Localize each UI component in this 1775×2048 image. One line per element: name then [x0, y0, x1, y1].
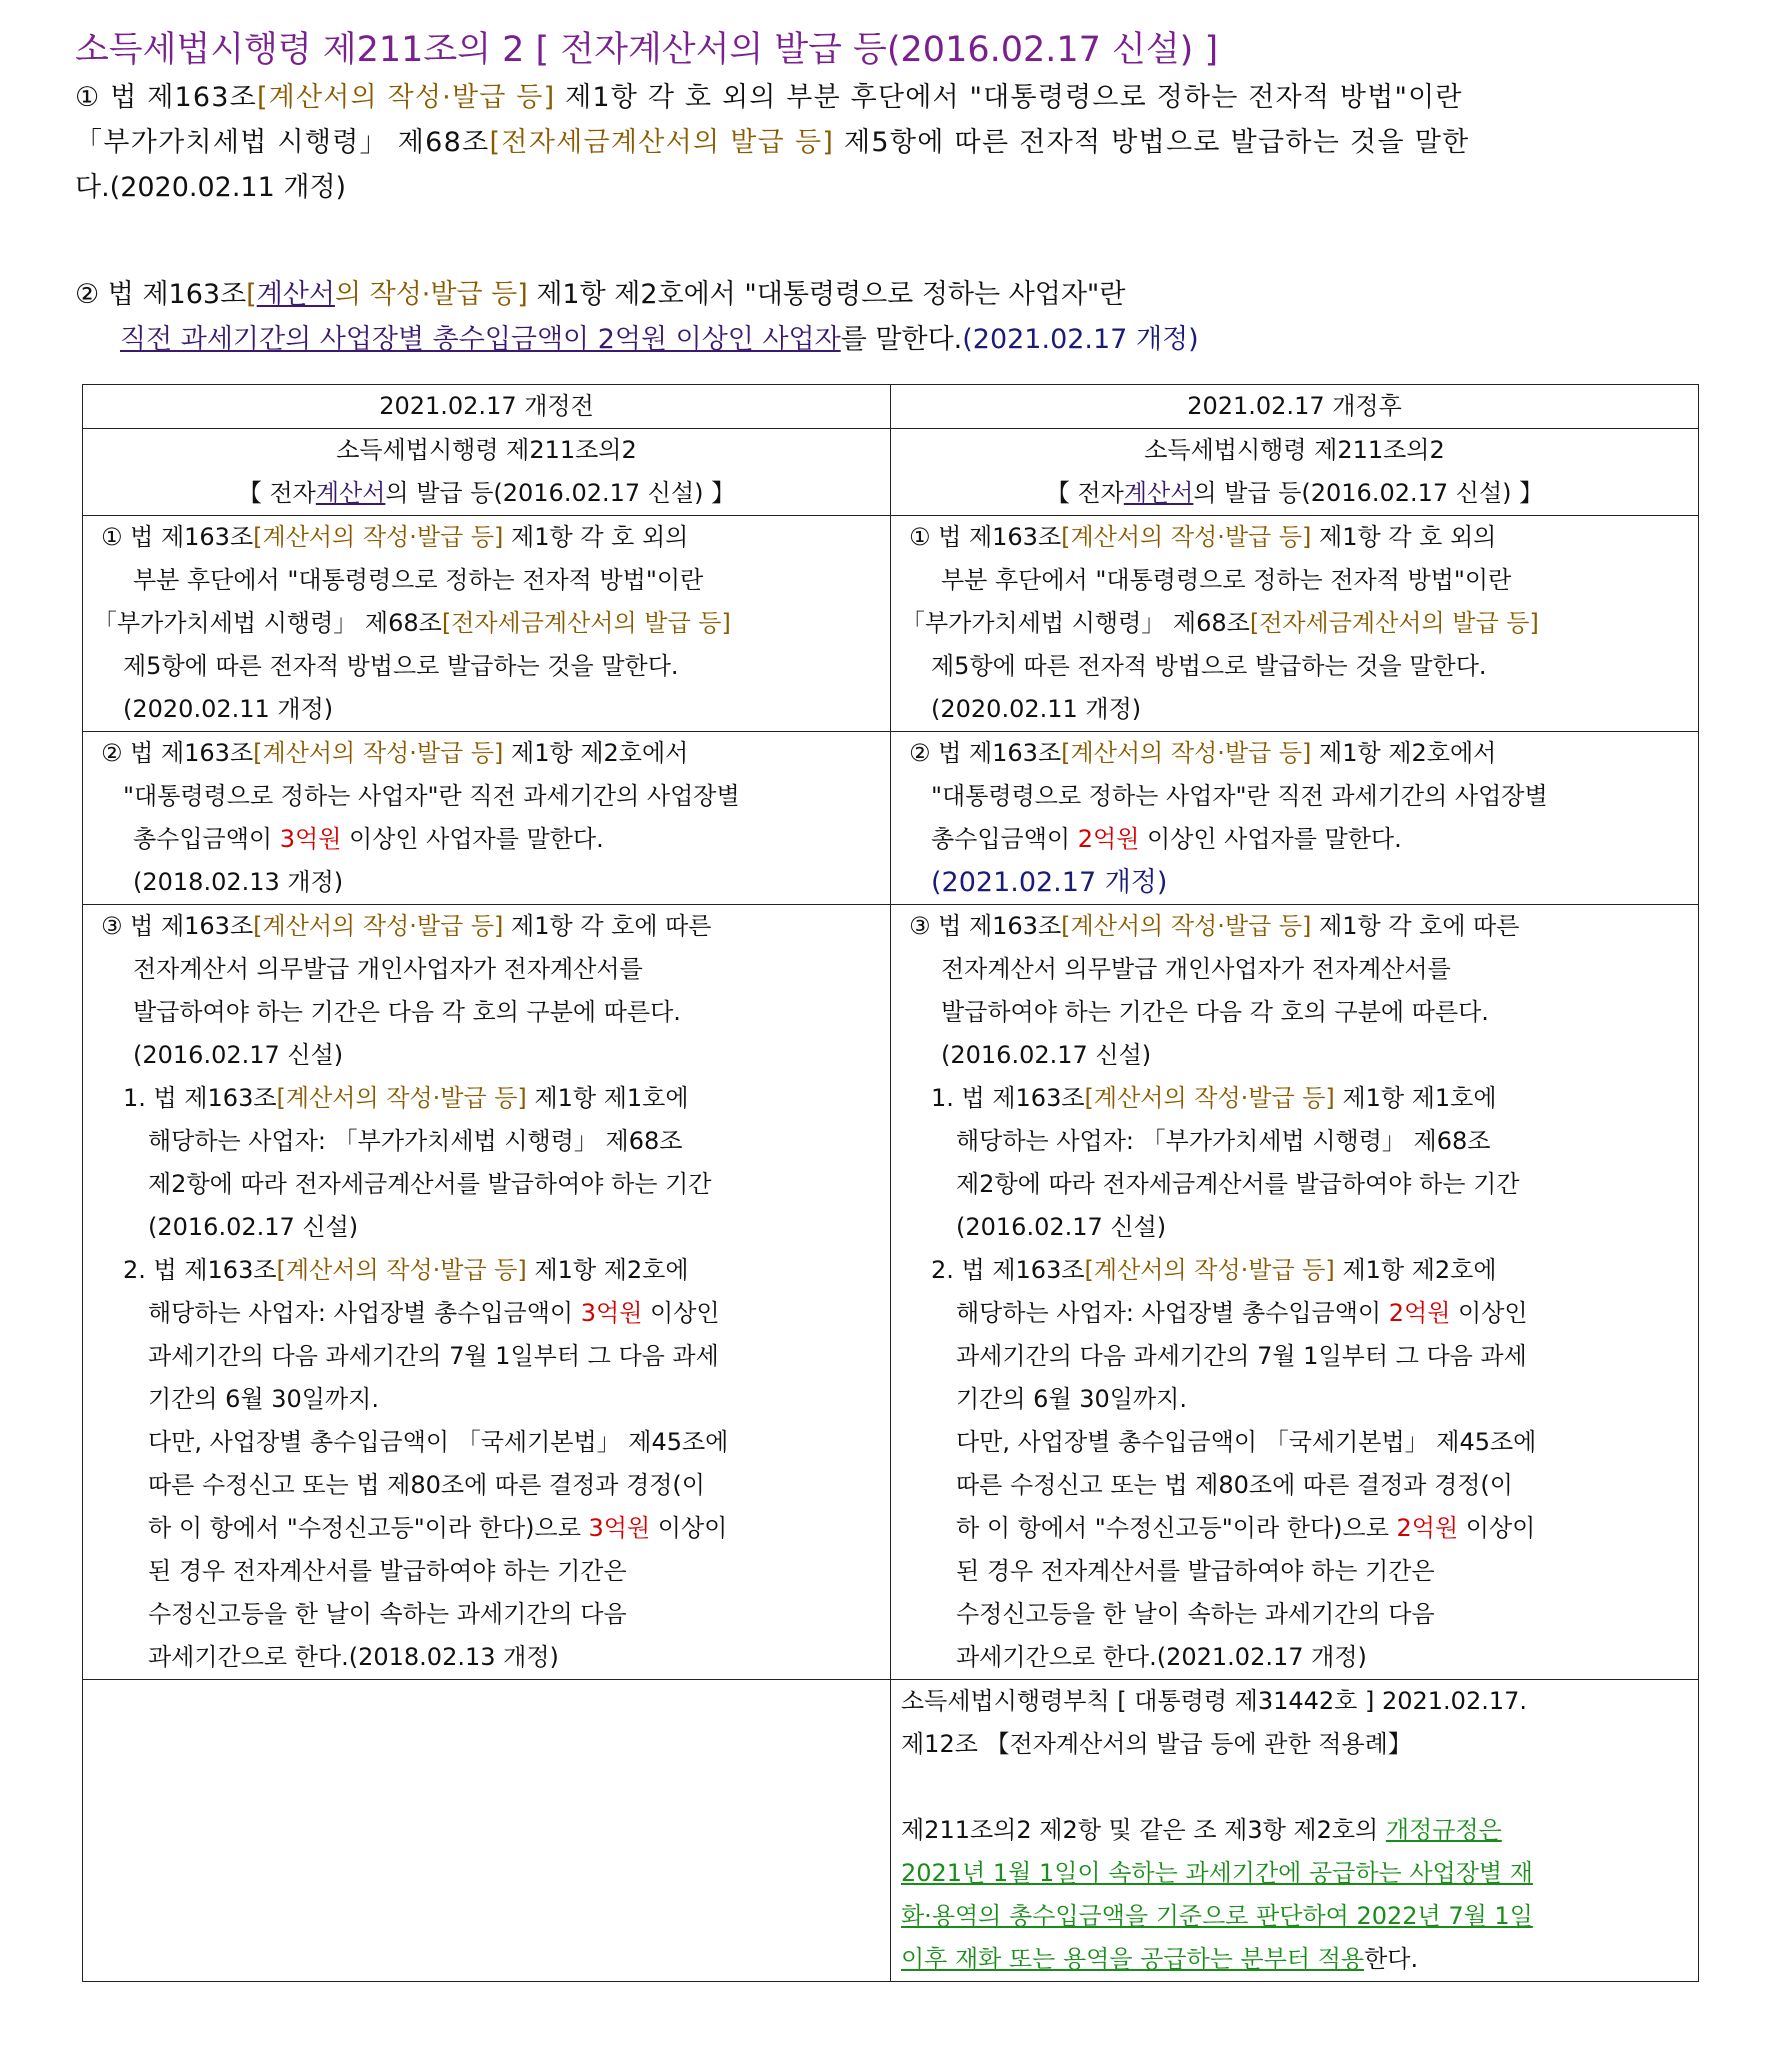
- table-before-i2-l6: 따른 수정신고 또는 법 제80조에 따른 결정과 경정(이: [148, 1471, 705, 1499]
- table-law-name: 소득세법시행령 제211조의2: [336, 436, 637, 464]
- table-after-i2-l1b: [계산서의 작성·발급 등]: [1084, 1256, 1335, 1284]
- table-after-p3-l1a: ③ 법 제163조: [909, 912, 1062, 940]
- table-before-i2-l4: 기간의 6월 30일까지.: [148, 1385, 379, 1413]
- table-after-i2-l1a: 2. 법 제163조: [931, 1256, 1085, 1284]
- table-before-i1-l2: 해당하는 사업자: 「부가가치세법 시행령」 제68조: [148, 1127, 683, 1155]
- table-before-p3-l2: 전자계산서 의무발급 개인사업자가 전자계산서를: [133, 955, 643, 983]
- para2-l1-b: [: [246, 279, 257, 310]
- para1-l2-c: 제5항에 따른 전자적 방법으로 발급하는 것을 말한: [834, 127, 1470, 158]
- table-appendix-l1: 소득세법시행령부칙 [ 대통령령 제31442호 ] 2021.02.17.: [901, 1687, 1528, 1715]
- table-before-i1-l4: (2016.02.17 신설): [148, 1213, 359, 1241]
- table-after-p2-l3a: 총수입금액이: [931, 825, 1078, 853]
- table-appendix-l6b: 한다.: [1364, 1945, 1419, 1973]
- table-before-p2-l2: "대통령령으로 정하는 사업자"란 직전 과세기간의 사업장별: [123, 782, 740, 810]
- table-before-i1-l3: 제2항에 따라 전자세금계산서를 발급하여야 하는 기간: [148, 1170, 712, 1198]
- table-after-i1-l4: (2016.02.17 신설): [956, 1213, 1167, 1241]
- table-article-c: 의 발급 등(2016.02.17 신설) 】: [385, 479, 736, 507]
- table-after-i2-l2c: 이상인: [1450, 1299, 1528, 1327]
- table-appendix-l3b: 개정규정은: [1385, 1816, 1502, 1844]
- table-before-i2-l8: 된 경우 전자계산서를 발급하여야 하는 기간은: [148, 1557, 627, 1585]
- para2-l1-a: ② 법 제163조: [75, 279, 247, 310]
- table-before-p3-l3: 발급하여야 하는 기간은 다음 각 호의 구분에 따른다.: [133, 998, 681, 1026]
- header-after: 2021.02.17 개정후: [891, 385, 1699, 429]
- table-after-i2-l7c: 이상이: [1458, 1514, 1536, 1542]
- table-after-i2-l5: 다만, 사업장별 총수입금액이 「국세기본법」 제45조에: [956, 1428, 1537, 1456]
- table-after-p2-l1b: [계산서의 작성·발급 등]: [1061, 739, 1312, 767]
- table-article-c: 의 발급 등(2016.02.17 신설) 】: [1193, 479, 1544, 507]
- after-appendix: [891, 1680, 1699, 1982]
- para2-l2-a: 직전 과세기간의 사업장별 총수입금액이 2억원 이상인 사업자: [120, 324, 841, 355]
- para2-line-1: [75, 272, 1705, 317]
- table-before-p2-l1b: [계산서의 작성·발급 등]: [253, 739, 504, 767]
- table-before-p2-l3b: 3억원: [279, 825, 342, 853]
- table-before-p3-l1b: [계산서의 작성·발급 등]: [253, 912, 504, 940]
- table-after-p1-l1b: [계산서의 작성·발급 등]: [1061, 523, 1312, 551]
- table-after-i2-l6: 따른 수정신고 또는 법 제80조에 따른 결정과 경정(이: [956, 1471, 1513, 1499]
- table-before-i2-l5: 다만, 사업장별 총수입금액이 「국세기본법」 제45조에: [148, 1428, 729, 1456]
- table-after-i2-l7b: 2억원: [1396, 1514, 1459, 1542]
- table-law-row: [83, 429, 1699, 516]
- paragraph-1: [75, 75, 1705, 210]
- table-after-p3-l3: 발급하여야 하는 기간은 다음 각 호의 구분에 따른다.: [941, 998, 1489, 1026]
- table-before-p1-l2: 부분 후단에서 "대통령령으로 정하는 전자적 방법"이란: [133, 566, 704, 594]
- table-after-p1-l4: 제5항에 따른 전자적 방법으로 발급하는 것을 말한다.: [931, 652, 1487, 680]
- table-after-i1-l2: 해당하는 사업자: 「부가가치세법 시행령」 제68조: [956, 1127, 1491, 1155]
- table-before-i2-l2b: 3억원: [580, 1299, 643, 1327]
- table-after-i1-l1b: [계산서의 작성·발급 등]: [1084, 1084, 1335, 1112]
- para1-l2-b: [전자세금계산서의 발급 등]: [489, 127, 835, 158]
- table-after-p1-l2: 부분 후단에서 "대통령령으로 정하는 전자적 방법"이란: [941, 566, 1512, 594]
- table-article-a: 【 전자: [1045, 479, 1124, 507]
- table-article-a: 【 전자: [237, 479, 316, 507]
- after-paragraph-3: [891, 905, 1699, 1680]
- table-after-i2-l2b: 2억원: [1388, 1299, 1451, 1327]
- table-before-p2-l3c: 이상인 사업자를 말한다.: [341, 825, 604, 853]
- table-after-p1-l5: (2020.02.11 개정): [931, 695, 1142, 723]
- table-after-p2-l4: (2021.02.17 개정): [931, 867, 1168, 898]
- table-after-p3-l4: (2016.02.17 신설): [941, 1041, 1152, 1069]
- table-before-p1-l4: 제5항에 따른 전자적 방법으로 발급하는 것을 말한다.: [123, 652, 679, 680]
- para1-line-1: [75, 75, 1705, 120]
- table-appendix-l4: 2021년 1월 1일이 속하는 과세기간에 공급하는 사업장별 재: [901, 1859, 1533, 1887]
- table-after-i1-l3: 제2항에 따라 전자세금계산서를 발급하여야 하는 기간: [956, 1170, 1520, 1198]
- para2-line-2: [75, 317, 1705, 362]
- table-before-p2-l4: (2018.02.13 개정): [133, 868, 344, 896]
- para1-l1-b: [계산서의 작성·발급 등]: [256, 82, 556, 113]
- table-before-p2-l1c: 제1항 제2호에서: [503, 739, 689, 767]
- table-after-p3-l1b: [계산서의 작성·발급 등]: [1061, 912, 1312, 940]
- table-row-appendix: [83, 1680, 1699, 1982]
- table-after-i2-l7a: 하 이 항에서 "수정신고등"이라 한다)으로: [956, 1514, 1397, 1542]
- table-after-p3-l2: 전자계산서 의무발급 개인사업자가 전자계산서를: [941, 955, 1451, 983]
- table-appendix-l6a: 이후 재화 또는 용역을 공급하는 분부터 적용: [901, 1945, 1365, 1973]
- para2-l2-b: 를 말한다.: [840, 324, 963, 355]
- table-after-p2-l2: "대통령령으로 정하는 사업자"란 직전 과세기간의 사업장별: [931, 782, 1548, 810]
- table-before-i1-l1c: 제1항 제1호에: [526, 1084, 689, 1112]
- para1-line-2: [75, 120, 1705, 165]
- para1-l1-c: 제1항 각 호 외의 부분 후단에서 "대통령령으로 정하는 전자적 방법"이란: [555, 82, 1463, 113]
- para2-l1-c: 제1항 제2호에서 "대통령령으로 정하는 사업자"란: [527, 279, 1126, 310]
- table-after-p1-l3b: [전자세금계산서의 발급 등]: [1249, 609, 1539, 637]
- para2-l2-c: (2021.02.17 개정): [962, 324, 1199, 355]
- table-before-i2-l2a: 해당하는 사업자: 사업장별 총수입금액이: [148, 1299, 581, 1327]
- table-before-i2-l3: 과세기간의 다음 과세기간의 7월 1일부터 그 다음 과세: [148, 1342, 719, 1370]
- table-before-i2-l9: 수정신고등을 한 날이 속하는 과세기간의 다음: [148, 1600, 627, 1628]
- table-after-p2-l1c: 제1항 제2호에서: [1311, 739, 1497, 767]
- table-article-b: 계산서: [1123, 479, 1194, 507]
- table-row-paragraph-2: [83, 732, 1699, 905]
- table-article-b: 계산서: [315, 479, 386, 507]
- table-after-p1-l1c: 제1항 각 호 외의: [1311, 523, 1497, 551]
- table-before-i2-l1a: 2. 법 제163조: [123, 1256, 277, 1284]
- table-before-i2-l1c: 제1항 제2호에: [526, 1256, 689, 1284]
- table-before-p1-l1c: 제1항 각 호 외의: [503, 523, 689, 551]
- para1-l1-a: ① 법 제163조: [75, 82, 257, 113]
- table-before-i1-l1b: [계산서의 작성·발급 등]: [276, 1084, 527, 1112]
- table-before-i2-l1b: [계산서의 작성·발급 등]: [276, 1256, 527, 1284]
- table-before-p3-l1a: ③ 법 제163조: [101, 912, 254, 940]
- table-after-i1-l1c: 제1항 제1호에: [1334, 1084, 1497, 1112]
- table-before-p2-l1a: ② 법 제163조: [101, 739, 254, 767]
- after-paragraph-2: [891, 732, 1699, 905]
- table-before-i1-l1a: 1. 법 제163조: [123, 1084, 277, 1112]
- table-after-i2-l4: 기간의 6월 30일까지.: [956, 1385, 1187, 1413]
- table-after-i2-l3: 과세기간의 다음 과세기간의 7월 1일부터 그 다음 과세: [956, 1342, 1527, 1370]
- table-after-i2-l10: 과세기간으로 한다.(2021.02.17 개정): [956, 1643, 1367, 1671]
- table-after-i2-l2a: 해당하는 사업자: 사업장별 총수입금액이: [956, 1299, 1389, 1327]
- table-after-i2-l9: 수정신고등을 한 날이 속하는 과세기간의 다음: [956, 1600, 1435, 1628]
- table-appendix-l3a: 제211조의2 제2항 및 같은 조 제3항 제2호의: [901, 1816, 1386, 1844]
- law-title-before: [83, 429, 891, 516]
- table-law-name: 소득세법시행령 제211조의2: [1144, 436, 1445, 464]
- table-appendix-l2: 제12조 【전자계산서의 발급 등에 관한 적용례】: [901, 1730, 1412, 1758]
- para2-l1-b2: 계산서: [256, 279, 335, 310]
- para1-l2-a: 「부가가치세법 시행령」 제68조: [75, 127, 490, 158]
- table-after-p2-l1a: ② 법 제163조: [909, 739, 1062, 767]
- table-before-i2-l10: 과세기간으로 한다.(2018.02.13 개정): [148, 1643, 559, 1671]
- table-before-p1-l3b: [전자세금계산서의 발급 등]: [441, 609, 731, 637]
- para1-line-3: 다.(2020.02.11 개정): [75, 172, 347, 203]
- table-before-i2-l7b: 3억원: [588, 1514, 651, 1542]
- table-after-p1-l3a: 「부가가치세법 시행령」 제68조: [901, 609, 1250, 637]
- header-before: 2021.02.17 개정전: [83, 385, 891, 429]
- table-before-p3-l1c: 제1항 각 호에 따른: [503, 912, 712, 940]
- after-paragraph-1: [891, 516, 1699, 732]
- before-paragraph-1: [83, 516, 891, 732]
- table-after-i2-l1c: 제1항 제2호에: [1334, 1256, 1497, 1284]
- law-title-after: [891, 429, 1699, 516]
- before-appendix-empty: [83, 1680, 891, 1982]
- table-after-p2-l3b: 2억원: [1077, 825, 1140, 853]
- table-before-p1-l1b: [계산서의 작성·발급 등]: [253, 523, 504, 551]
- paragraph-2: [75, 272, 1705, 362]
- comparison-table: [82, 384, 1699, 1982]
- table-row-paragraph-3: [83, 905, 1699, 1680]
- table-before-i2-l7c: 이상이: [650, 1514, 728, 1542]
- table-header-row: [83, 385, 1699, 429]
- table-before-p1-l5: (2020.02.11 개정): [123, 695, 334, 723]
- table-after-i1-l1a: 1. 법 제163조: [931, 1084, 1085, 1112]
- para2-l1-b3: 의 작성·발급 등]: [334, 279, 528, 310]
- table-before-i2-l7a: 하 이 항에서 "수정신고등"이라 한다)으로: [148, 1514, 589, 1542]
- table-before-p1-l3a: 「부가가치세법 시행령」 제68조: [93, 609, 442, 637]
- table-appendix-l5: 화·용역의 총수입금액을 기준으로 판단하여 2022년 7월 1일: [901, 1902, 1533, 1930]
- table-before-p3-l4: (2016.02.17 신설): [133, 1041, 344, 1069]
- table-after-p3-l1c: 제1항 각 호에 따른: [1311, 912, 1520, 940]
- table-before-p2-l3a: 총수입금액이: [133, 825, 280, 853]
- before-paragraph-3: [83, 905, 891, 1680]
- table-before-i2-l2c: 이상인: [642, 1299, 720, 1327]
- table-after-i2-l8: 된 경우 전자계산서를 발급하여야 하는 기간은: [956, 1557, 1435, 1585]
- document-title: 소득세법시행령 제211조의 2 [ 전자계산서의 발급 등(2016.02.17 신설) ]: [75, 30, 1219, 70]
- table-row-paragraph-1: [83, 516, 1699, 732]
- table-after-p2-l3c: 이상인 사업자를 말한다.: [1139, 825, 1402, 853]
- table-after-p1-l1a: ① 법 제163조: [909, 523, 1062, 551]
- before-paragraph-2: [83, 732, 891, 905]
- table-before-p1-l1a: ① 법 제163조: [101, 523, 254, 551]
